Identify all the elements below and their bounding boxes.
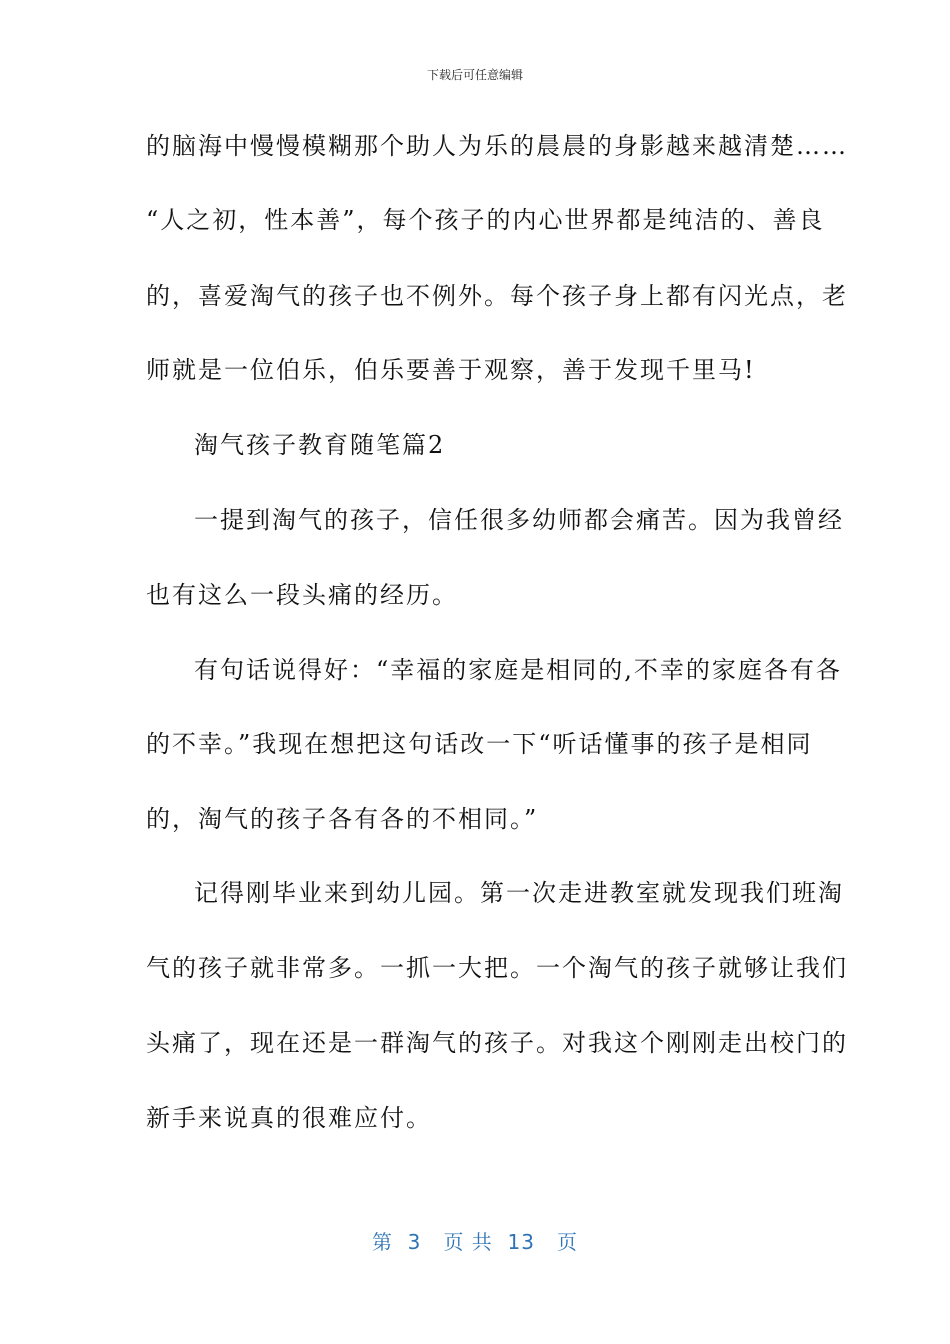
paragraph-line: 有句话说得好：“幸福的家庭是相同的,不幸的家庭各有各	[194, 656, 842, 684]
paragraph-line: 一提到淘气的孩子，信任很多幼师都会痛苦。因为我曾经	[194, 506, 844, 534]
paragraph-line: 的脑海中慢慢模糊那个助人为乐的晨晨的身影越来越清楚……	[146, 132, 848, 160]
page-header: 下载后可任意编辑	[426, 68, 523, 82]
paragraph-line: 的，喜爱淘气的孩子也不例外。每个孩子身上都有闪光点，老	[146, 282, 848, 310]
paragraph-line: 也有这么一段头痛的经历。	[146, 581, 458, 609]
section-heading: 淘气孩子教育随笔篇2	[194, 431, 446, 459]
paragraph-line: “人之初，性本善”，每个孩子的内心世界都是纯洁的、善良	[146, 206, 825, 234]
paragraph-line: 气的孩子就非常多。一抓一大把。一个淘气的孩子就够让我们	[146, 954, 848, 982]
page-number: 第 3 页 共 13 页	[371, 1230, 579, 1254]
paragraph-line: 师就是一位伯乐，伯乐要善于观察，善于发现千里马!	[146, 356, 756, 384]
paragraph-line: 头痛了，现在还是一群淘气的孩子。对我这个刚刚走出校门的	[146, 1029, 848, 1057]
paragraph-line: 的不幸。”我现在想把这句话改一下“听话懂事的孩子是相同	[146, 730, 813, 758]
paragraph-line: 新手来说真的很难应付。	[146, 1104, 432, 1132]
paragraph-line: 记得刚毕业来到幼儿园。第一次走进教室就发现我们班淘	[194, 879, 844, 907]
paragraph-line: 的，淘气的孩子各有各的不相同。”	[146, 805, 539, 833]
